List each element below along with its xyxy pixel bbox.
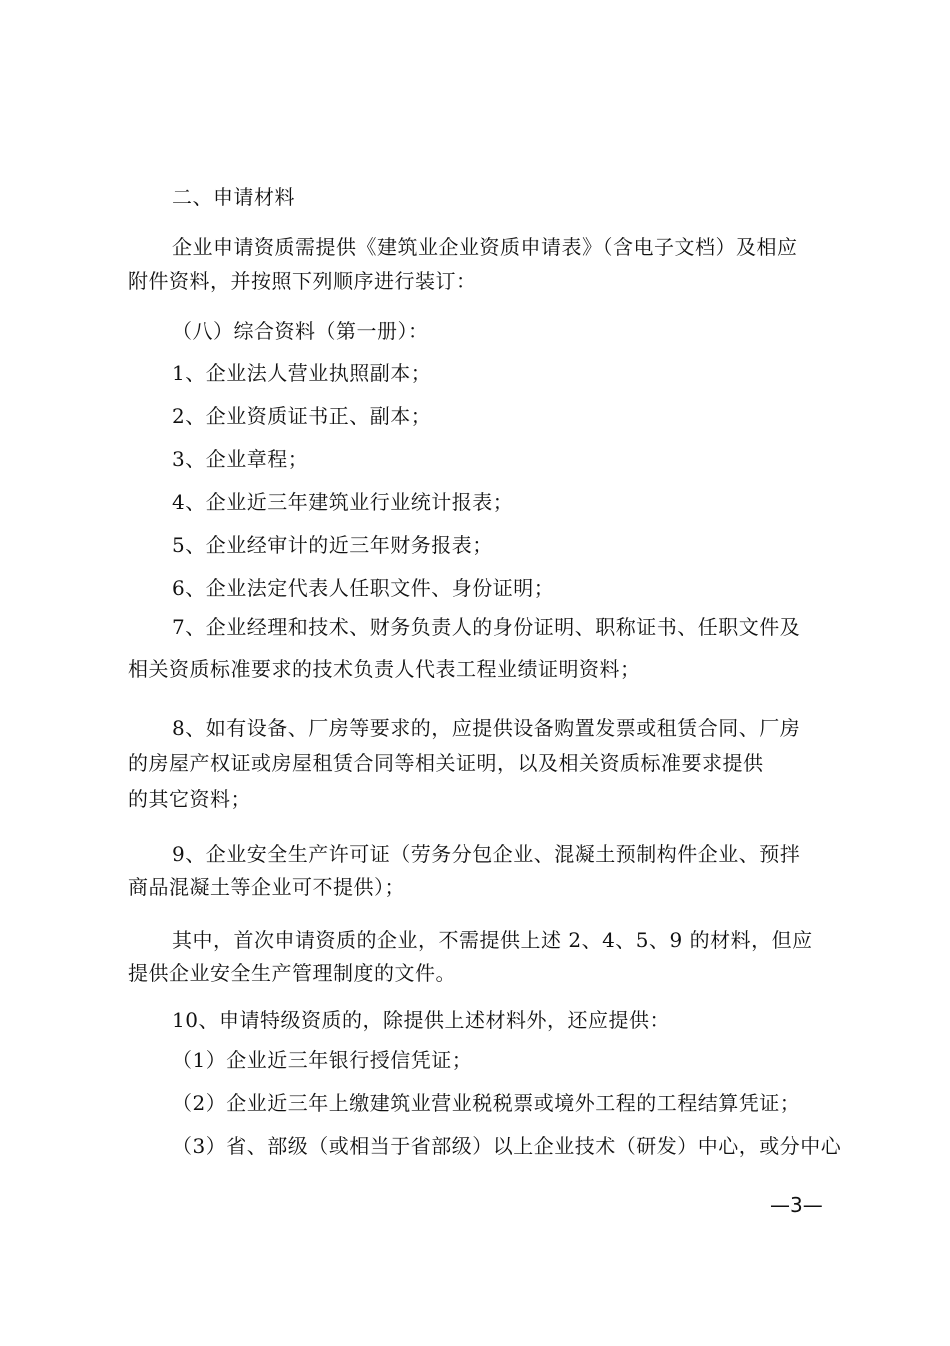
- list-item-4: 4、企业近三年建筑业行业统计报表；: [172, 490, 514, 514]
- sub-item-2: （2）企业近三年上缴建筑业营业税税票或境外工程的工程结算凭证；: [172, 1091, 801, 1115]
- note-line-2: 提供企业安全生产管理制度的文件。: [128, 961, 456, 985]
- list-item-8-line-3: 的其它资料；: [128, 787, 251, 811]
- note-line-1: 其中，首次申请资质的企业，不需提供上述 2、4、5、9 的材料，但应: [172, 928, 813, 952]
- list-item-3: 3、企业章程；: [172, 447, 309, 471]
- intro-line-1: 企业申请资质需提供《建筑业企业资质申请表》（含电子文档）及相应: [172, 235, 798, 259]
- list-item-7-line-1: 7、企业经理和技术、财务负责人的身份证明、职称证书、任职文件及: [172, 615, 801, 639]
- list-item-5: 5、企业经审计的近三年财务报表；: [172, 533, 493, 557]
- list-item-1: 1、企业法人营业执照副本；: [172, 361, 432, 385]
- volume-title: （八）综合资料（第一册）：: [172, 319, 429, 343]
- sub-item-3: （3）省、部级（或相当于省部级）以上企业技术（研发）中心，或分中心: [172, 1134, 842, 1158]
- list-item-9-line-1: 9、企业安全生产许可证（劳务分包企业、混凝土预制构件企业、预拌: [172, 842, 801, 866]
- list-item-10: 10、申请特级资质的，除提供上述材料外，还应提供：: [172, 1008, 670, 1032]
- list-item-8-line-1: 8、如有设备、厂房等要求的，应提供设备购置发票或租赁合同、厂房: [172, 716, 801, 740]
- page-number: —3—: [770, 1193, 823, 1217]
- list-item-6: 6、企业法定代表人任职文件、身份证明；: [172, 576, 555, 600]
- list-item-2: 2、企业资质证书正、副本；: [172, 404, 432, 428]
- list-item-7-line-2: 相关资质标准要求的技术负责人代表工程业绩证明资料；: [128, 657, 641, 681]
- section-heading: 二、申请材料: [172, 185, 295, 209]
- list-item-8-line-2: 的房屋产权证或房屋租赁合同等相关证明，以及相关资质标准要求提供: [128, 751, 764, 775]
- sub-item-1: （1）企业近三年银行授信凭证；: [172, 1048, 473, 1072]
- intro-line-2: 附件资料，并按照下列顺序进行装订：: [128, 269, 477, 293]
- list-item-9-line-2: 商品混凝土等企业可不提供）；: [128, 875, 405, 899]
